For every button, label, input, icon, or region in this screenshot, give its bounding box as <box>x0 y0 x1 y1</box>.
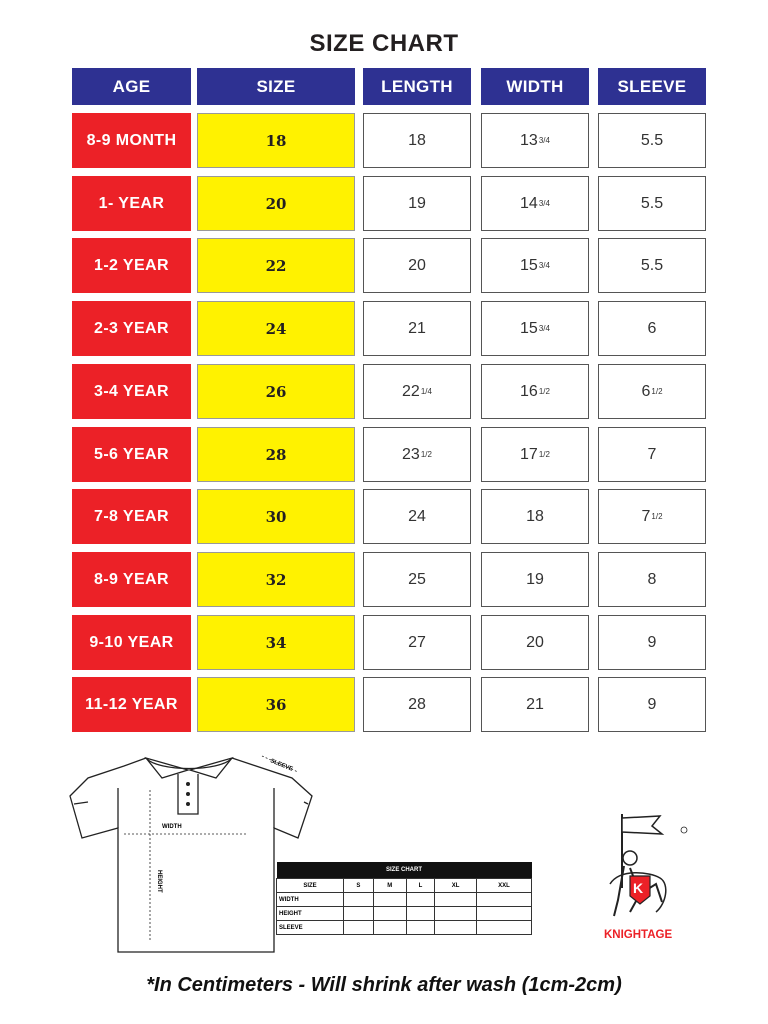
cell-size <box>197 427 355 482</box>
knightage-logo <box>600 812 700 942</box>
sleeve-value: 7 <box>647 445 657 463</box>
size-value: 32 <box>265 570 287 589</box>
mini-empty-cell <box>435 893 477 907</box>
cell-size <box>197 364 355 419</box>
cell-length <box>363 364 471 419</box>
cell-age <box>72 677 191 732</box>
length-value: 23 <box>402 445 420 463</box>
length-value: 18 <box>408 131 426 149</box>
age-value: 11-12 YEAR <box>85 695 178 713</box>
width-fraction: 3/4 <box>538 136 550 145</box>
cell-sleeve <box>598 176 706 231</box>
cell-width <box>481 301 589 356</box>
cell-sleeve <box>598 301 706 356</box>
mini-empty-cell <box>373 907 406 921</box>
cell-width <box>481 176 589 231</box>
cell-sleeve <box>598 677 706 732</box>
width-value: 14 <box>520 194 538 212</box>
cell-age <box>72 427 191 482</box>
sleeve-value: 8 <box>647 570 657 588</box>
header-age: AGE <box>72 68 191 105</box>
diagram-width-label: WIDTH <box>162 824 182 830</box>
mini-empty-cell <box>406 907 435 921</box>
width-fraction: 3/4 <box>538 261 550 270</box>
mini-table-row <box>277 893 532 907</box>
sleeve-value: 9 <box>647 633 657 651</box>
cell-length <box>363 238 471 293</box>
mini-table-row <box>277 907 532 921</box>
sleeve-value: 5.5 <box>640 256 664 274</box>
mini-table-row <box>277 921 532 935</box>
age-value: 7-8 YEAR <box>94 507 169 525</box>
width-value: 17 <box>520 445 538 463</box>
mini-empty-cell <box>406 921 435 935</box>
width-value: 16 <box>520 382 538 400</box>
cell-age <box>72 238 191 293</box>
age-value: 2-3 YEAR <box>94 319 169 337</box>
length-value: 24 <box>408 507 426 525</box>
cell-width <box>481 364 589 419</box>
sleeve-value: 7 <box>641 507 651 525</box>
cell-age <box>72 176 191 231</box>
size-value: 30 <box>265 507 287 526</box>
length-fraction: 1/2 <box>420 450 432 459</box>
length-value: 27 <box>408 633 426 651</box>
length-fraction: 1/4 <box>420 387 432 396</box>
age-value: 5-6 YEAR <box>94 445 169 463</box>
header-sleeve: SLEEVE <box>598 68 706 105</box>
cell-size <box>197 489 355 544</box>
width-value: 15 <box>520 319 538 337</box>
mini-empty-cell <box>435 907 477 921</box>
cell-size <box>197 238 355 293</box>
mini-header-cell: SIZE <box>277 879 344 893</box>
size-value: 24 <box>265 319 287 338</box>
width-fraction: 1/2 <box>538 450 550 459</box>
cell-width <box>481 489 589 544</box>
logo-k-letter: K <box>633 880 644 896</box>
cell-age <box>72 489 191 544</box>
mini-header-cell: M <box>373 879 406 893</box>
sleeve-value: 6 <box>641 382 651 400</box>
length-value: 22 <box>402 382 420 400</box>
length-value: 19 <box>408 194 426 212</box>
mini-header-cell: L <box>406 879 435 893</box>
brand-name: KNIGHTAGE <box>604 929 673 941</box>
size-value: 22 <box>265 256 287 275</box>
cell-size <box>197 176 355 231</box>
cell-size <box>197 113 355 168</box>
mini-empty-cell <box>477 893 532 907</box>
size-value: 36 <box>265 695 287 714</box>
mini-empty-cell <box>344 907 374 921</box>
mini-header-cell: S <box>344 879 374 893</box>
cell-width <box>481 552 589 607</box>
cell-sleeve <box>598 552 706 607</box>
width-value: 20 <box>526 633 544 651</box>
width-value: 21 <box>526 695 544 713</box>
mini-empty-cell <box>344 893 374 907</box>
cell-age <box>72 301 191 356</box>
cell-sleeve <box>598 238 706 293</box>
mini-row-label: WIDTH <box>277 893 344 907</box>
mini-empty-cell <box>477 921 532 935</box>
page-title: SIZE CHART <box>309 30 459 57</box>
mini-empty-cell <box>373 893 406 907</box>
header-length: LENGTH <box>363 68 471 105</box>
diagram-height-label: HEIGHT <box>156 870 162 893</box>
cell-sleeve <box>598 427 706 482</box>
size-value: 34 <box>265 633 287 652</box>
cell-width <box>481 113 589 168</box>
mini-header-cell: XXL <box>477 879 532 893</box>
sleeve-fraction: 1/2 <box>651 512 663 521</box>
mini-empty-cell <box>435 921 477 935</box>
cell-age <box>72 615 191 670</box>
cell-length <box>363 113 471 168</box>
mini-row-label: SLEEVE <box>277 921 344 935</box>
mini-empty-cell <box>477 907 532 921</box>
cell-sleeve <box>598 113 706 168</box>
cell-length <box>363 301 471 356</box>
age-value: 3-4 YEAR <box>94 382 169 400</box>
cell-sleeve <box>598 364 706 419</box>
header-size: SIZE <box>197 68 355 105</box>
width-value: 15 <box>520 256 538 274</box>
cell-age <box>72 113 191 168</box>
footer-note: *In Centimeters - Will shrink after wash (1cm-2cm) <box>146 974 622 996</box>
cell-sleeve <box>598 615 706 670</box>
cell-length <box>363 615 471 670</box>
sleeve-value: 5.5 <box>640 131 664 149</box>
width-value: 13 <box>520 131 538 149</box>
cell-size <box>197 301 355 356</box>
cell-length <box>363 552 471 607</box>
mini-empty-cell <box>406 893 435 907</box>
cell-width <box>481 238 589 293</box>
age-value: 1-2 YEAR <box>94 256 169 274</box>
cell-size <box>197 615 355 670</box>
mini-empty-cell <box>344 921 374 935</box>
length-value: 21 <box>408 319 426 337</box>
mini-empty-cell <box>373 921 406 935</box>
sleeve-value: 9 <box>647 695 657 713</box>
size-value: 28 <box>265 445 287 464</box>
cell-size <box>197 677 355 732</box>
cell-length <box>363 677 471 732</box>
cell-size <box>197 552 355 607</box>
age-value: 1- YEAR <box>98 194 165 212</box>
cell-length <box>363 427 471 482</box>
cell-age <box>72 364 191 419</box>
size-value: 20 <box>265 194 287 213</box>
age-value: 9-10 YEAR <box>89 633 174 651</box>
mini-chart-title: SIZE CHART <box>277 862 532 879</box>
width-fraction: 3/4 <box>538 324 550 333</box>
width-value: 19 <box>526 570 544 588</box>
cell-length <box>363 176 471 231</box>
diagram-sleeve-label: SLEEVE <box>269 758 294 773</box>
header-width: WIDTH <box>481 68 589 105</box>
length-value: 28 <box>408 695 426 713</box>
cell-age <box>72 552 191 607</box>
sleeve-value: 6 <box>647 319 657 337</box>
width-value: 18 <box>526 507 544 525</box>
length-value: 25 <box>408 570 426 588</box>
age-value: 8-9 MONTH <box>86 131 177 149</box>
mini-header-cell: XL <box>435 879 477 893</box>
age-value: 8-9 YEAR <box>94 570 169 588</box>
cell-sleeve <box>598 489 706 544</box>
cell-width <box>481 677 589 732</box>
mini-row-label: HEIGHT <box>277 907 344 921</box>
sleeve-fraction: 1/2 <box>651 387 663 396</box>
cell-width <box>481 615 589 670</box>
size-value: 26 <box>265 382 287 401</box>
cell-width <box>481 427 589 482</box>
mini-size-chart <box>276 862 532 935</box>
width-fraction: 3/4 <box>538 199 550 208</box>
sleeve-value: 5.5 <box>640 194 664 212</box>
cell-length <box>363 489 471 544</box>
length-value: 20 <box>408 256 426 274</box>
size-value: 18 <box>265 131 287 150</box>
width-fraction: 1/2 <box>538 387 550 396</box>
